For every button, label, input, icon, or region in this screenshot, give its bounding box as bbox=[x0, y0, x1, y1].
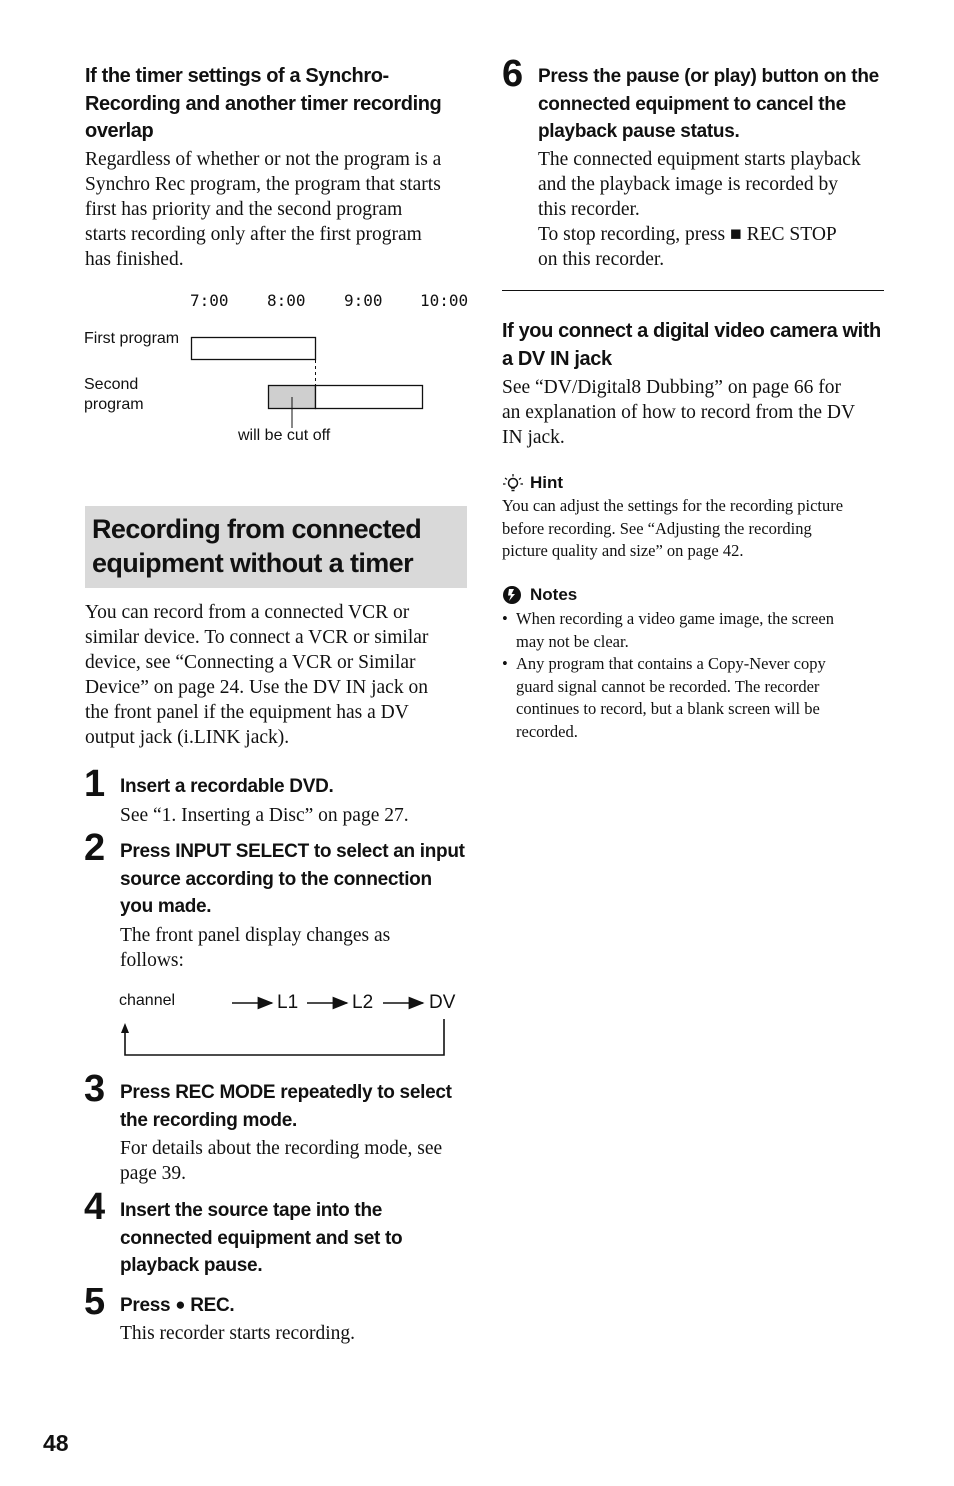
step-number: 5 bbox=[84, 1281, 106, 1323]
step-body-line: page 39. bbox=[120, 1163, 187, 1184]
note-item bbox=[502, 653, 902, 743]
page-number: 48 bbox=[43, 1430, 69, 1456]
hint-body-line: before recording. See “Adjusting the recording bbox=[502, 518, 812, 538]
step-body bbox=[538, 147, 898, 272]
step-title-line: Insert a recordable DVD. bbox=[120, 776, 334, 797]
bullet-icon: • bbox=[502, 654, 508, 673]
step-title-prefix: Press bbox=[120, 1295, 171, 1316]
step-title-line: you made. bbox=[120, 896, 212, 917]
step-title bbox=[538, 63, 898, 146]
timer-overlap-diagram bbox=[80, 285, 480, 455]
step-body-line: The front panel display changes as bbox=[120, 925, 391, 946]
record-dot-icon: ● bbox=[175, 1295, 186, 1314]
overlap-heading bbox=[85, 63, 470, 146]
step-title-line: connected equipment to cancel the bbox=[538, 93, 846, 115]
overlap-body bbox=[85, 147, 470, 272]
second-program-label-line: program bbox=[84, 396, 144, 413]
overlap-body-line: first has priority and the second program bbox=[85, 199, 403, 220]
lightbulb-icon bbox=[502, 474, 524, 494]
step-title-line: playback pause status. bbox=[538, 121, 740, 142]
notes-label: Notes bbox=[530, 585, 578, 604]
step-body-line: To stop recording, press ■ REC STOP bbox=[538, 224, 837, 245]
intro-line: output jack (i.LINK jack). bbox=[85, 727, 290, 748]
loop-back-line bbox=[125, 1019, 444, 1055]
first-program-bar bbox=[192, 338, 316, 360]
overlap-body-line: starts recording only after the first program bbox=[85, 224, 422, 245]
time-label: 9:00 bbox=[344, 291, 383, 310]
overlap-body-line: has finished. bbox=[85, 249, 184, 270]
overlap-heading-line: If the timer settings of a Synchro- bbox=[85, 65, 389, 87]
step-body-line: on this recorder. bbox=[538, 249, 665, 270]
dv-heading bbox=[502, 318, 897, 373]
step-title bbox=[120, 1079, 470, 1134]
step-body bbox=[120, 1321, 470, 1346]
hint-body-line: picture quality and size” on page 42. bbox=[502, 541, 744, 560]
dv-body-line: an explanation of how to record from the DV bbox=[502, 402, 856, 423]
step-body-line: and the playback image is recorded by bbox=[538, 174, 838, 195]
step-body-line: This recorder starts recording. bbox=[120, 1323, 355, 1344]
notes-list bbox=[502, 608, 902, 743]
intro-line: device, see “Connecting a VCR or Similar bbox=[85, 652, 416, 673]
dv-body-line: IN jack. bbox=[502, 427, 565, 448]
step-title-line: Press the pause (or play) button on the bbox=[538, 66, 879, 87]
section-divider bbox=[502, 290, 884, 291]
dv-body-line: See “DV/Digital8 Dubbing” on page 66 for bbox=[502, 377, 842, 398]
intro-line: You can record from a connected VCR or bbox=[85, 602, 410, 623]
step-title-line: source according to the connection bbox=[120, 868, 432, 890]
time-label: 8:00 bbox=[267, 291, 306, 310]
notes-warning-icon bbox=[502, 585, 522, 605]
step-number: 6 bbox=[502, 53, 524, 95]
step-body-line: See “1. Inserting a Disc” on page 27. bbox=[120, 805, 409, 826]
overlap-heading-line: overlap bbox=[85, 120, 154, 142]
hint-body bbox=[502, 495, 902, 563]
note-line: When recording a video game image, the screen bbox=[516, 609, 834, 628]
step-body bbox=[120, 1136, 470, 1186]
intro-line: similar device. To connect a VCR or similar bbox=[85, 627, 429, 648]
dv-body bbox=[502, 375, 897, 450]
overlap-body-line: Synchro Rec program, the program that starts bbox=[85, 174, 441, 195]
step-body bbox=[120, 923, 470, 973]
step-body-line: follows: bbox=[120, 950, 184, 971]
step-body-line: For details about the recording mode, see bbox=[120, 1138, 443, 1159]
hint-label: Hint bbox=[530, 473, 564, 492]
step-title-line: Insert the source tape into the bbox=[120, 1200, 383, 1221]
section-title-box bbox=[85, 506, 467, 588]
step-number: 1 bbox=[84, 763, 106, 805]
step-number: 4 bbox=[84, 1186, 106, 1228]
step-number: 3 bbox=[84, 1068, 106, 1110]
cut-off-label: will be cut off bbox=[238, 427, 331, 444]
step-title-line: playback pause. bbox=[120, 1255, 263, 1276]
note-line: continues to record, but a blank screen will be bbox=[516, 699, 820, 718]
flow-item-dv: DV bbox=[429, 992, 456, 1013]
step-title bbox=[120, 773, 470, 801]
step-title bbox=[120, 838, 470, 921]
section-intro bbox=[85, 600, 470, 750]
first-program-label: First program bbox=[84, 330, 180, 347]
section-title bbox=[85, 506, 467, 580]
flow-item-channel: channel bbox=[119, 992, 176, 1009]
time-label: 7:00 bbox=[190, 291, 229, 310]
note-line: may not be clear. bbox=[516, 631, 629, 651]
section-title-line: equipment without a timer bbox=[92, 548, 414, 578]
bullet-icon: • bbox=[502, 609, 508, 628]
arrow-up-icon bbox=[121, 1023, 129, 1033]
flow-item-l1: L1 bbox=[277, 992, 299, 1013]
step-title-line: the recording mode. bbox=[120, 1109, 297, 1131]
intro-line: the front panel if the equipment has a DV bbox=[85, 702, 409, 723]
step-title-line: connected equipment and set to bbox=[120, 1227, 403, 1249]
dv-heading-line: If you connect a digital video camera with bbox=[502, 320, 881, 342]
time-label: 10:00 bbox=[420, 291, 469, 310]
section-title-line: Recording from connected bbox=[92, 514, 422, 544]
step-body-line: The connected equipment starts playback bbox=[538, 149, 861, 170]
second-program-bar bbox=[316, 386, 423, 409]
second-program-label-line: Second bbox=[84, 376, 139, 393]
step-title-line: Press INPUT SELECT to select an input bbox=[120, 841, 465, 862]
overlap-body-line: Regardless of whether or not the program is a bbox=[85, 149, 442, 170]
note-item bbox=[502, 608, 902, 653]
step-body-line: this recorder. bbox=[538, 199, 640, 220]
overlap-heading-line: Recording and another timer recording bbox=[85, 92, 442, 115]
step-title bbox=[120, 1292, 470, 1320]
note-line: recorded. bbox=[516, 721, 578, 741]
step-title-line: Press REC MODE repeatedly to select bbox=[120, 1082, 452, 1103]
step-number: 2 bbox=[84, 827, 106, 869]
flow-item-l2: L2 bbox=[352, 992, 374, 1013]
note-line: guard signal cannot be recorded. The recorder bbox=[516, 676, 820, 696]
intro-line: Device” on page 24. Use the DV IN jack on bbox=[85, 677, 428, 698]
dv-heading-line: a DV IN jack bbox=[502, 347, 612, 370]
flow-arrows bbox=[112, 985, 472, 1060]
input-select-flow bbox=[112, 985, 472, 1060]
step-title-suffix: REC. bbox=[190, 1295, 235, 1316]
note-line: Any program that contains a Copy-Never copy bbox=[516, 654, 826, 673]
step-title bbox=[120, 1197, 470, 1280]
hint-body-line: You can adjust the settings for the recording picture bbox=[502, 496, 844, 515]
step-body bbox=[120, 803, 470, 828]
